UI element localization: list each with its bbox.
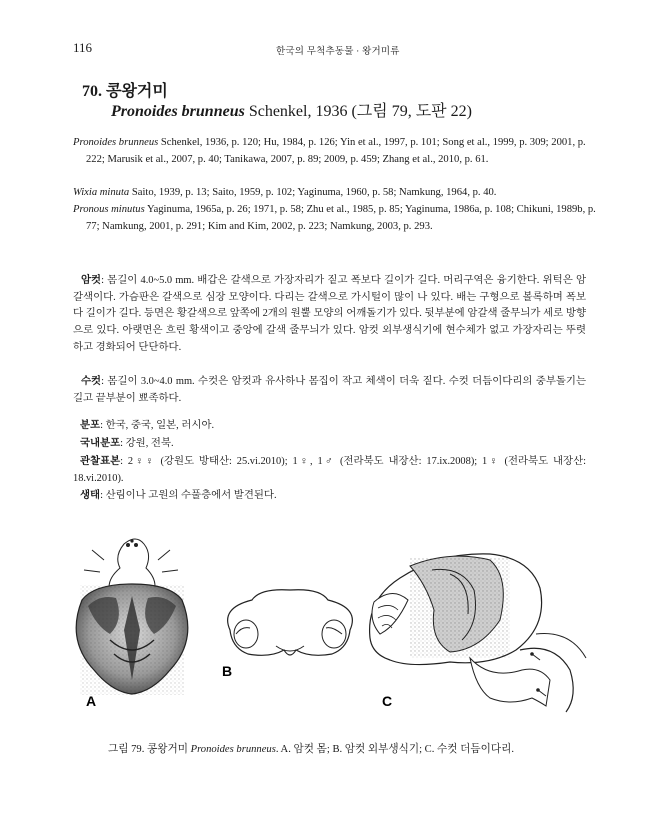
synonym-name: Pronous minutus <box>73 204 145 215</box>
running-title: 한국의 무척추동물 · 왕거미류 <box>276 47 400 57</box>
synonym-entry <box>73 185 598 202</box>
caption-species: Pronoides brunneus <box>190 744 276 755</box>
figure-79 <box>70 530 590 720</box>
male-description <box>73 374 586 407</box>
female-label: 암컷 <box>81 275 102 286</box>
panel-c-male-palp <box>370 554 586 712</box>
domestic-distribution-line <box>80 436 586 453</box>
caption-rest: . A. 암컷 몸; B. 암컷 외부생식기; C. 수컷 더듬이다리. <box>275 744 514 755</box>
distribution-label: 분포 <box>80 420 101 431</box>
caption-prefix: 그림 79. 콩왕거미 <box>108 744 191 755</box>
domestic-text: : 강원, 전북. <box>120 438 174 449</box>
species-title-korean: 70. 콩왕거미 <box>82 83 168 100</box>
synonym-entry <box>73 202 598 235</box>
male-label: 수컷 <box>81 376 102 387</box>
figure-drawings <box>70 530 590 720</box>
page-number: 116 <box>73 40 93 55</box>
specimens-text: : 2♀♀ (강원도 방태산: 25.vi.2010); 1♀, 1♂ (전라북도 내장산: 17.ix.2008); 1♀ (전라북도 내장산: 18.vi.2010). <box>73 456 586 484</box>
female-text: : 몸길이 4.0~5.0 mm. 배갑은 갈색으로 가장자리가 짙고 폭보다 길이가 길다. 머리구역은 융기한다. 위턱은 암갈색이다. 가슴판은 갈색으로 심장 모양이다. 다리는 갈색으로 가시털이 많이 나 있다. 배는 구형으로 볼록하며 폭보다 길이가 길다. 등면은 황갈색으로 앞쪽에 2개의 원뿔 모양의 어깨돌기가 있다. 뒷부분에 암갈색 줄무늬가 세로 방향으로 있다. 아랫면은 흐린 황색이고 중앙에 갈색 줄무늬가 있다. 암컷 외부생식기에 현수체가 없고 가장자리는 뚜렷하고 경화되어 단단하다. <box>73 275 586 353</box>
synonym-name: Pronoides brunneus <box>73 137 159 148</box>
distribution-line <box>80 418 586 435</box>
synonym-refs: Yaginuma, 1965a, p. 26; 1971, p. 58; Zhu et al., 1985, p. 85; Yaginuma, 1986a, p. 108; Chikuni, 1989b, p. 77; Namkung, 2001, p. 291; Kim and Kim, 2002, p. 223; Namkung, 2003, p. 293. <box>86 204 596 232</box>
male-text: : 몸길이 3.0~4.0 mm. 수컷은 암컷과 유사하나 몸집이 작고 체색이 더욱 짙다. 수컷 더듬이다리의 중부돌기는 길고 끝부분이 뾰족하다. <box>73 376 586 404</box>
figure-caption <box>108 741 514 756</box>
specimens-label: 관찰표본 <box>80 456 121 467</box>
synonym-refs: Saito, 1939, p. 13; Saito, 1959, p. 102; Yaginuma, 1960, p. 58; Namkung, 1964, p. 40. <box>129 187 497 198</box>
panel-label-a: A <box>86 693 97 709</box>
scientific-name: Pronoides brunneus <box>111 103 245 120</box>
specimens-line <box>73 454 586 487</box>
ecology-text: : 산림이나 고원의 수풀층에서 발견된다. <box>100 490 277 501</box>
panel-a-female-body <box>76 539 188 695</box>
synonym-name: Wixia minuta <box>73 187 130 198</box>
author-reference: Schenkel, 1936 (그림 79, 도판 22) <box>244 103 472 120</box>
ecology-label: 생태 <box>80 490 101 501</box>
distribution-text: : 한국, 중국, 일본, 러시아. <box>100 420 215 431</box>
domestic-label: 국내분포 <box>80 438 121 449</box>
ecology-line <box>80 488 586 505</box>
synonym-refs: Schenkel, 1936, p. 120; Hu, 1984, p. 126; Yin et al., 1997, p. 101; Song et al., 1999, p. 309; 2001, p. 222; Marusik et al., 2007, p. 40; Tanikawa, 2007, p. 89; 2009, p. 459; Zhang et al., 2010, p. 61. <box>86 137 586 165</box>
panel-b-epigyne <box>228 590 353 656</box>
species-title-scientific <box>111 98 472 121</box>
panel-label-c: C <box>382 693 393 709</box>
synonym-entry <box>73 135 598 168</box>
panel-label-b: B <box>222 663 233 679</box>
female-description <box>73 273 586 357</box>
